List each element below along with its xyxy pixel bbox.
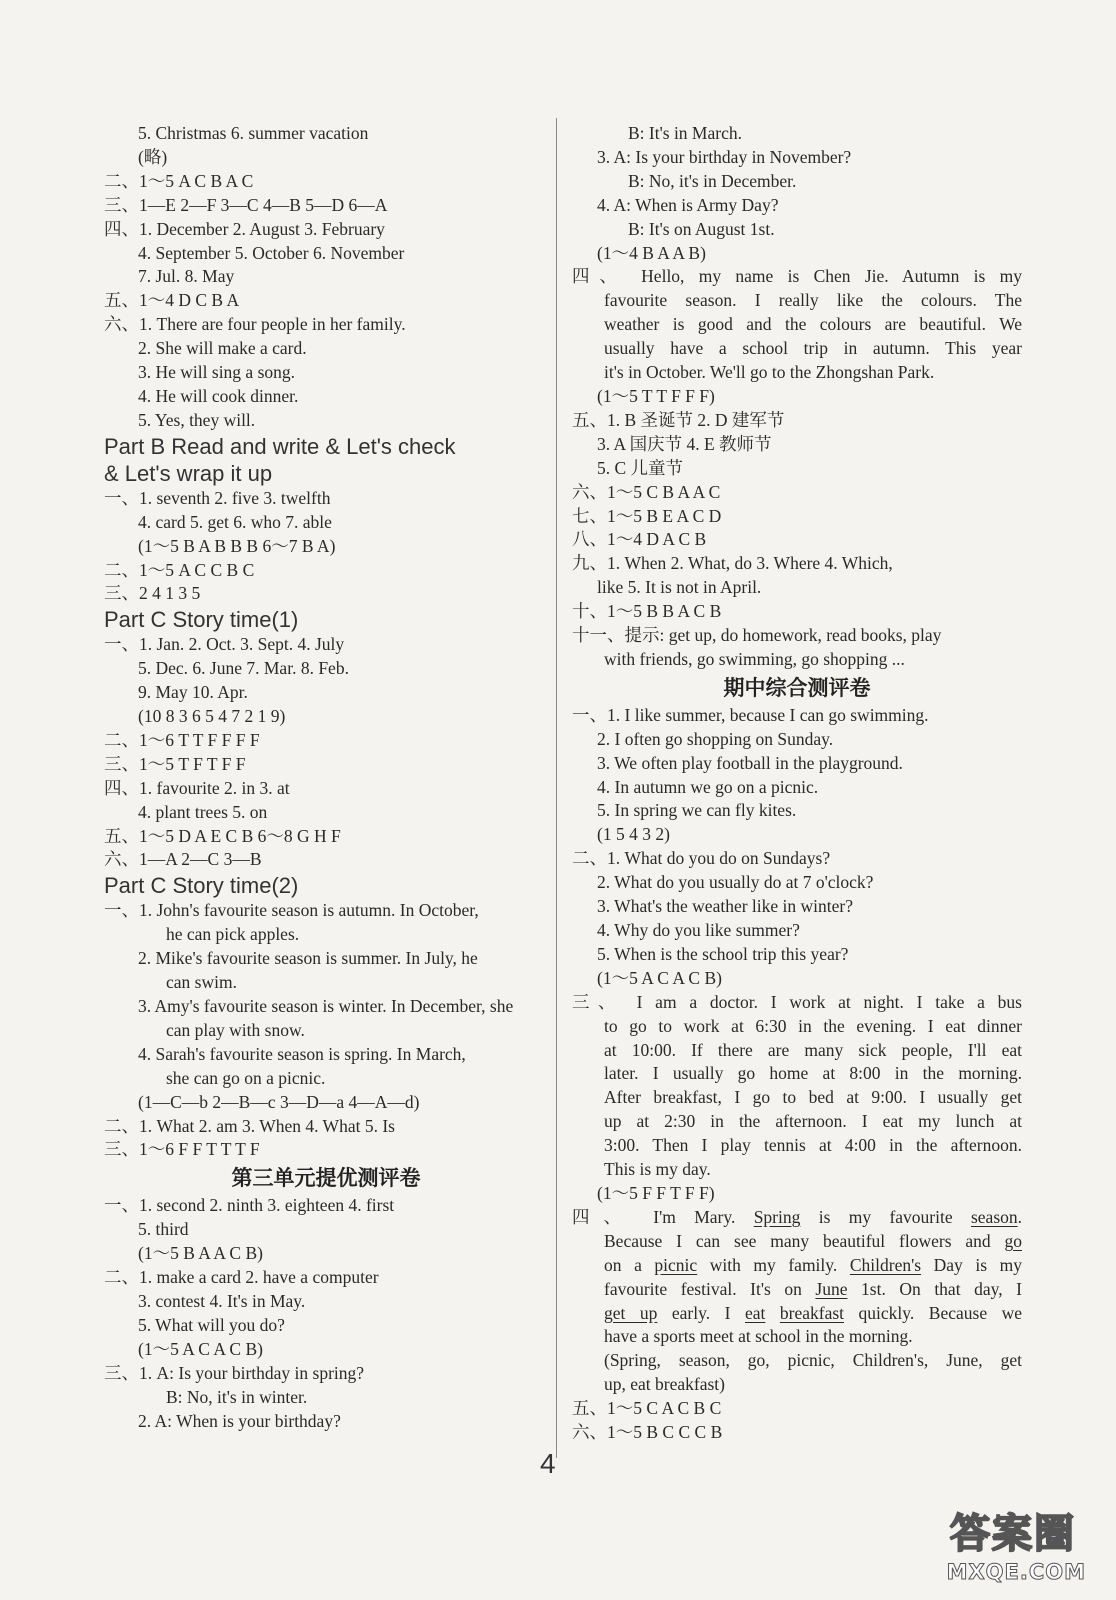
answer-line: 3. What's the weather like in winter?	[597, 896, 854, 917]
answer-line: 三、2 4 1 3 5	[104, 583, 201, 604]
answer-line: 十、1～5 B B A C B	[572, 601, 722, 622]
answer-line: 一、1. second 2. ninth 3. eighteen 4. first	[104, 1195, 395, 1216]
answer-line: 三、1～6 F F T T T F	[104, 1139, 260, 1160]
answer-line: (1～5 A C A C B)	[138, 1338, 263, 1359]
answer-line: 5. In spring we can fly kites.	[597, 800, 797, 821]
answer-line: 4. plant trees 5. on	[138, 801, 268, 822]
answer-line: (1～5 A C A C B)	[597, 967, 722, 988]
answer-line: (Spring, season, go, picnic, Children's, June, get	[604, 1350, 1022, 1371]
answer-line: B: It's on August 1st.	[628, 218, 775, 239]
answer-line: 六、1～5 B C C C B	[572, 1422, 723, 1443]
page-number: 4	[540, 1448, 556, 1479]
answer-line: 二、1. What 2. am 3. When 4. What 5. Is	[104, 1115, 395, 1136]
answer-line: (略)	[138, 146, 168, 167]
answer-line: 三、1—E 2—F 3—C 4—B 5—D 6—A	[104, 194, 388, 215]
underlined-answer: eat	[744, 1302, 766, 1323]
answer-line: (1～4 B A A B)	[597, 242, 706, 263]
answer-line: weather is good and the colours are beautiful. We	[604, 314, 1022, 335]
answer-line: 2. What do you usually do at 7 o'clock?	[597, 872, 874, 893]
answer-line: B: It's in March.	[628, 123, 742, 143]
answer-line: have a sports meet at school in the morning.	[604, 1326, 913, 1347]
answer-line: 三、1. A: Is your birthday in spring?	[104, 1362, 365, 1383]
answer-line: (1～5 F F T F F)	[597, 1182, 715, 1203]
answer-line: at 10:00. If there are many sick people, I'll eat	[604, 1039, 1022, 1060]
answer-line: 五、1～5 C A C B C	[572, 1398, 722, 1419]
answer-line: (1—C—b 2—B—c 3—D—a 4—A—d)	[138, 1091, 420, 1112]
answer-line: 5. What will you do?	[138, 1314, 285, 1335]
answer-line: (10 8 3 6 5 4 7 2 1 9)	[138, 706, 286, 727]
underlined-answer: season	[970, 1206, 1018, 1227]
part-heading: Part C Story time(1)	[104, 607, 299, 633]
answer-line: 六、1～5 C B A A C	[572, 481, 721, 502]
left-column	[104, 122, 548, 1433]
answer-line: 4. A: When is Army Day?	[597, 194, 779, 215]
answer-line: 三、1～5 T F T F F	[104, 753, 246, 774]
answer-line: 5. third	[138, 1219, 189, 1240]
answer-line: he can pick apples.	[166, 924, 300, 945]
section-title: 第三单元提优测评卷	[231, 1166, 421, 1191]
answer-line: 四、1. favourite 2. in 3. at	[104, 777, 290, 798]
answer-line: 六、1. There are four people in her family.	[104, 314, 406, 335]
answer-line: 九、1. When 2. What, do 3. Where 4. Which,	[572, 553, 893, 574]
answer-line: 五、1. B 圣诞节 2. D 建军节	[572, 409, 785, 430]
answer-line: 5. Christmas 6. summer vacation	[138, 123, 369, 143]
answer-line: with friends, go swimming, go shopping ...	[604, 648, 905, 669]
answer-line: 2. A: When is your birthday?	[138, 1410, 341, 1431]
underlined-answer: Children's	[849, 1254, 922, 1275]
column-divider	[556, 118, 557, 1458]
answer-line: 四、 I'm Mary. Spring is my favourite season.	[572, 1206, 1022, 1227]
answer-line: 4. Sarah's favourite season is spring. In March,	[138, 1043, 466, 1064]
underlined-answer: get up	[604, 1302, 658, 1323]
answer-line: 5. Yes, they will.	[138, 409, 256, 430]
answer-line: 3. contest 4. It's in May.	[138, 1290, 306, 1311]
answer-line: 四、1. December 2. August 3. February	[104, 218, 385, 239]
answer-line: 5. Dec. 6. June 7. Mar. 8. Feb.	[138, 658, 349, 679]
answer-line: This is my day.	[604, 1159, 711, 1180]
answer-line: (1～5 T T F F F)	[597, 385, 715, 406]
answer-line: 五、1～5 D A E C B 6～8 G H F	[104, 825, 341, 846]
part-heading: Part B Read and write & Let's check	[104, 433, 456, 459]
answer-line: 4. In autumn we go on a picnic.	[597, 776, 819, 797]
answer-line: 3. Amy's favourite season is winter. In December, she	[138, 996, 514, 1016]
answer-line: After breakfast, I go to bed at 9:00. I usually get	[604, 1087, 1022, 1108]
answer-line: get up early. I eat breakfast quickly. Because we	[604, 1302, 1022, 1323]
watermark	[896, 1502, 1086, 1584]
answer-line: 9. May 10. Apr.	[138, 682, 248, 703]
answer-line: 一、1. seventh 2. five 3. twelfth	[104, 487, 331, 508]
answer-line: 4. September 5. October 6. November	[138, 242, 405, 263]
answer-line: 二、1～6 T T F F F F	[104, 729, 260, 750]
answer-line: 3. A 国庆节 4. E 教师节	[597, 433, 772, 454]
answer-line: it's in October. We'll go to the Zhongshan Park.	[604, 362, 935, 383]
answer-line: 七、1～5 B E A C D	[572, 505, 722, 526]
part-heading: & Let's wrap it up	[104, 460, 273, 486]
watermark-logo: 答案圈	[950, 1511, 1076, 1557]
answer-line: 二、1. make a card 2. have a computer	[104, 1267, 379, 1288]
answer-line: up at 2:30 in the afternoon. I eat my lunch at	[604, 1111, 1022, 1132]
part-heading: Part C Story time(2)	[104, 873, 299, 899]
answer-line: Because I can see many beautiful flowers and go	[604, 1230, 1022, 1251]
answer-line: 3. He will sing a song.	[138, 362, 296, 383]
answer-line: 一、1. I like summer, because I can go swimming.	[572, 704, 929, 725]
answer-line: (1 5 4 3 2)	[597, 824, 670, 845]
answer-line: 2. I often go shopping on Sunday.	[597, 728, 834, 749]
answer-line: up, eat breakfast)	[604, 1374, 725, 1395]
underlined-answer: June	[815, 1278, 848, 1299]
answer-line: later. I usually go home at 8:00 in the morning.	[604, 1063, 1022, 1084]
answer-line: 4. He will cook dinner.	[138, 385, 299, 406]
answer-line: can swim.	[166, 972, 237, 993]
answer-line: favourite season. I really like the colours. The	[604, 290, 1022, 311]
answer-line: B: No, it's in winter.	[166, 1386, 308, 1407]
answer-line: 六、1—A 2—C 3—B	[104, 849, 262, 870]
answer-line: 一、1. John's favourite season is autumn. In October,	[104, 900, 479, 921]
answer-line: favourite festival. It's on June 1st. On that day, I	[604, 1278, 1022, 1299]
answer-line: 4. Why do you like summer?	[597, 920, 800, 940]
answer-line: 三、 I am a doctor. I work at night. I take a bus	[572, 991, 1022, 1012]
answer-line: 3. We often play football in the playground.	[597, 752, 903, 773]
answer-line: she can go on a picnic.	[166, 1067, 326, 1088]
answer-line: 一、1. Jan. 2. Oct. 3. Sept. 4. July	[104, 634, 345, 655]
answer-line: on a picnic with my family. Children's Day is my	[604, 1254, 1022, 1275]
answer-line: 2. She will make a card.	[138, 338, 307, 359]
answer-line: 3:00. Then I play tennis at 4:00 in the afternoon.	[604, 1135, 1022, 1156]
answer-line: 3. A: Is your birthday in November?	[597, 146, 852, 167]
section-title: 期中综合测评卷	[723, 675, 871, 700]
right-column	[572, 122, 1022, 1445]
underlined-answer: breakfast	[779, 1302, 845, 1323]
answer-line: like 5. It is not in April.	[597, 577, 762, 598]
watermark-url: MXQE.COM	[946, 1560, 1086, 1584]
answer-line: 五、1～4 D C B A	[104, 290, 240, 311]
answer-line: 二、1. What do you do on Sundays?	[572, 848, 831, 869]
answer-line: B: No, it's in December.	[628, 170, 797, 191]
answer-line: 二、1～5 A C C B C	[104, 559, 255, 580]
answer-line: 5. C 儿童节	[597, 457, 684, 478]
answer-line: to go to work at 6:30 in the evening. I eat dinner	[604, 1015, 1022, 1036]
answer-line: 5. When is the school trip this year?	[597, 943, 849, 964]
answer-line: 7. Jul. 8. May	[138, 266, 235, 287]
underlined-answer: Spring	[753, 1206, 801, 1227]
underlined-answer: picnic	[654, 1254, 698, 1275]
answer-line: usually have a school trip in autumn. This year	[604, 338, 1022, 359]
answer-line: (1～5 B A A C B)	[138, 1243, 263, 1264]
answer-line: 二、1～5 A C B A C	[104, 170, 254, 191]
answer-line: can play with snow.	[166, 1019, 305, 1040]
answer-line: 2. Mike's favourite season is summer. In July, he	[138, 948, 478, 969]
underlined-answer: go	[1004, 1230, 1022, 1251]
answer-line: 四、 Hello, my name is Chen Jie. Autumn is my	[572, 266, 1022, 287]
answer-line: 4. card 5. get 6. who 7. able	[138, 511, 332, 532]
answer-line: (1～5 B A B B B 6～7 B A)	[138, 535, 336, 556]
answer-line: 八、1～4 D A C B	[572, 529, 707, 550]
answer-line: 十一、提示: get up, do homework, read books, play	[572, 625, 942, 646]
